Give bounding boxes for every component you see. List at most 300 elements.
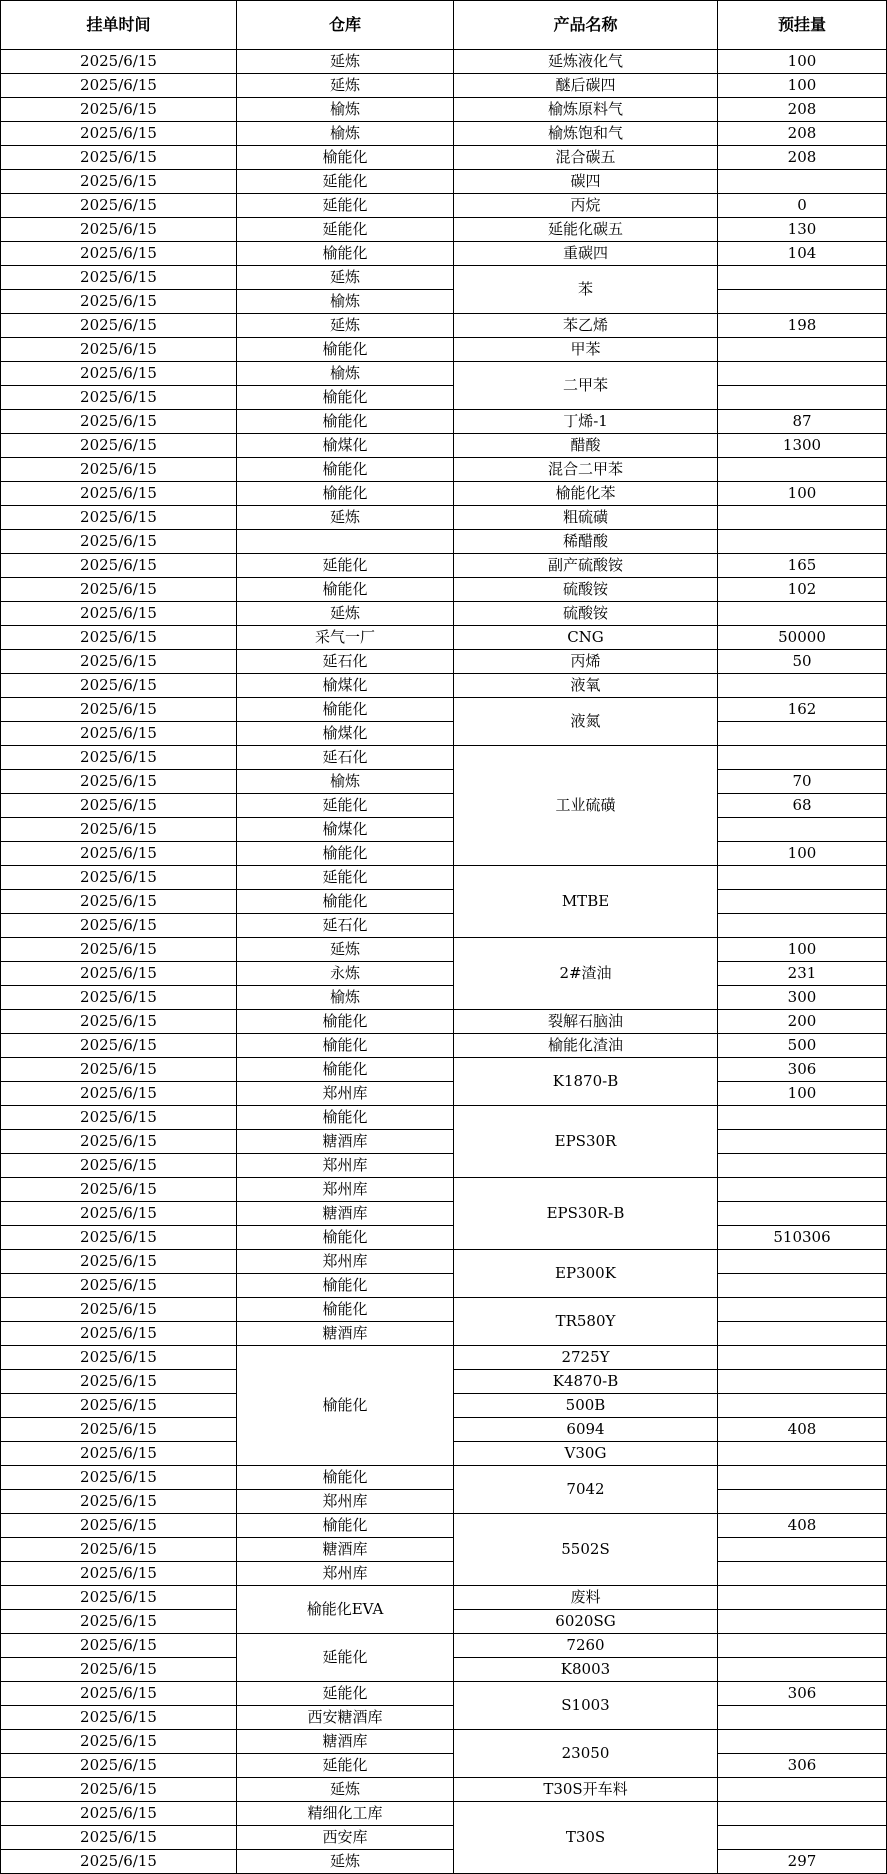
warehouse-cell[interactable]: 延炼 bbox=[237, 74, 454, 98]
time-cell[interactable]: 2025/6/15 bbox=[1, 74, 237, 98]
time-cell[interactable]: 2025/6/15 bbox=[1, 1202, 237, 1226]
quantity-cell[interactable] bbox=[718, 1202, 887, 1226]
time-cell[interactable]: 2025/6/15 bbox=[1, 698, 237, 722]
header-cell-quantity[interactable]: 预挂量 bbox=[718, 1, 887, 50]
time-cell[interactable]: 2025/6/15 bbox=[1, 194, 237, 218]
warehouse-cell[interactable]: 榆能化 bbox=[237, 410, 454, 434]
warehouse-cell[interactable]: 榆能化 bbox=[237, 698, 454, 722]
time-cell[interactable]: 2025/6/15 bbox=[1, 1658, 237, 1682]
time-cell[interactable]: 2025/6/15 bbox=[1, 1394, 237, 1418]
quantity-cell[interactable] bbox=[718, 386, 887, 410]
warehouse-cell[interactable]: 榆能化 bbox=[237, 482, 454, 506]
time-cell[interactable]: 2025/6/15 bbox=[1, 1034, 237, 1058]
time-cell[interactable]: 2025/6/15 bbox=[1, 1154, 237, 1178]
time-cell[interactable]: 2025/6/15 bbox=[1, 626, 237, 650]
quantity-cell[interactable] bbox=[718, 818, 887, 842]
quantity-cell[interactable]: 100 bbox=[718, 938, 887, 962]
quantity-cell[interactable]: 208 bbox=[718, 146, 887, 170]
warehouse-cell[interactable]: 采气一厂 bbox=[237, 626, 454, 650]
product-cell[interactable]: 裂解石脑油 bbox=[454, 1010, 718, 1034]
time-cell[interactable]: 2025/6/15 bbox=[1, 1322, 237, 1346]
quantity-cell[interactable] bbox=[718, 1178, 887, 1202]
product-cell[interactable]: 榆能化苯 bbox=[454, 482, 718, 506]
quantity-cell[interactable] bbox=[718, 1634, 887, 1658]
product-cell[interactable]: 硫酸铵 bbox=[454, 578, 718, 602]
warehouse-cell[interactable]: 榆能化 bbox=[237, 458, 454, 482]
table-row bbox=[1, 1130, 887, 1154]
product-cell[interactable]: 丁烯-1 bbox=[454, 410, 718, 434]
table-row bbox=[1, 338, 887, 362]
time-cell[interactable]: 2025/6/15 bbox=[1, 1562, 237, 1586]
time-cell[interactable]: 2025/6/15 bbox=[1, 1130, 237, 1154]
table-row bbox=[1, 698, 887, 722]
table-row bbox=[1, 1274, 887, 1298]
time-cell[interactable]: 2025/6/15 bbox=[1, 122, 237, 146]
table-row bbox=[1, 1250, 887, 1274]
product-cell[interactable]: 6020SG bbox=[454, 1610, 718, 1634]
quantity-cell[interactable]: 162 bbox=[718, 698, 887, 722]
time-cell[interactable]: 2025/6/15 bbox=[1, 986, 237, 1010]
product-cell[interactable]: 苯乙烯 bbox=[454, 314, 718, 338]
warehouse-cell[interactable]: 榆煤化 bbox=[237, 674, 454, 698]
time-cell[interactable]: 2025/6/15 bbox=[1, 1298, 237, 1322]
time-cell[interactable]: 2025/6/15 bbox=[1, 1634, 237, 1658]
time-cell[interactable]: 2025/6/15 bbox=[1, 722, 237, 746]
quantity-cell[interactable]: 208 bbox=[718, 122, 887, 146]
time-cell[interactable]: 2025/6/15 bbox=[1, 1586, 237, 1610]
quantity-cell[interactable] bbox=[718, 458, 887, 482]
time-cell[interactable]: 2025/6/15 bbox=[1, 1274, 237, 1298]
quantity-cell[interactable] bbox=[718, 1730, 887, 1754]
warehouse-cell[interactable]: 延能化 bbox=[237, 194, 454, 218]
quantity-cell[interactable] bbox=[718, 1322, 887, 1346]
quantity-cell[interactable]: 100 bbox=[718, 50, 887, 74]
table-row bbox=[1, 890, 887, 914]
table-row bbox=[1, 554, 887, 578]
product-cell[interactable]: 2725Y bbox=[454, 1346, 718, 1370]
warehouse-cell[interactable]: 榆能化 bbox=[237, 1034, 454, 1058]
time-cell[interactable]: 2025/6/15 bbox=[1, 1346, 237, 1370]
warehouse-cell[interactable]: 榆能化 bbox=[237, 1226, 454, 1250]
product-cell[interactable]: 二甲苯 bbox=[454, 362, 718, 410]
time-cell[interactable]: 2025/6/15 bbox=[1, 1682, 237, 1706]
warehouse-cell[interactable]: 糖酒库 bbox=[237, 1130, 454, 1154]
warehouse-cell[interactable]: 郑州库 bbox=[237, 1178, 454, 1202]
warehouse-cell[interactable]: 延能化 bbox=[237, 170, 454, 194]
product-cell[interactable]: 粗硫磺 bbox=[454, 506, 718, 530]
quantity-cell[interactable] bbox=[718, 722, 887, 746]
warehouse-cell[interactable]: 榆能化 bbox=[237, 1058, 454, 1082]
quantity-cell[interactable] bbox=[718, 1274, 887, 1298]
quantity-cell[interactable]: 165 bbox=[718, 554, 887, 578]
quantity-cell[interactable]: 87 bbox=[718, 410, 887, 434]
time-cell[interactable]: 2025/6/15 bbox=[1, 1754, 237, 1778]
warehouse-cell[interactable]: 延能化 bbox=[237, 1682, 454, 1706]
time-cell[interactable]: 2025/6/15 bbox=[1, 1010, 237, 1034]
warehouse-cell[interactable]: 榆能化 bbox=[237, 578, 454, 602]
time-cell[interactable]: 2025/6/15 bbox=[1, 1466, 237, 1490]
time-cell[interactable]: 2025/6/15 bbox=[1, 146, 237, 170]
quantity-cell[interactable] bbox=[718, 1442, 887, 1466]
quantity-cell[interactable]: 297 bbox=[718, 1850, 887, 1874]
time-cell[interactable]: 2025/6/15 bbox=[1, 866, 237, 890]
product-cell[interactable]: 500B bbox=[454, 1394, 718, 1418]
quantity-cell[interactable]: 510306 bbox=[718, 1226, 887, 1250]
warehouse-cell[interactable]: 榆能化 bbox=[237, 1298, 454, 1322]
table-row bbox=[1, 626, 887, 650]
quantity-cell[interactable]: 100 bbox=[718, 74, 887, 98]
warehouse-cell[interactable]: 郑州库 bbox=[237, 1562, 454, 1586]
table-row bbox=[1, 50, 887, 74]
warehouse-cell[interactable] bbox=[237, 530, 454, 554]
time-cell[interactable]: 2025/6/15 bbox=[1, 218, 237, 242]
product-cell[interactable]: 混合碳五 bbox=[454, 146, 718, 170]
quantity-cell[interactable] bbox=[718, 290, 887, 314]
table-row bbox=[1, 1634, 887, 1658]
time-cell[interactable]: 2025/6/15 bbox=[1, 554, 237, 578]
warehouse-cell[interactable]: 西安糖酒库 bbox=[237, 1706, 454, 1730]
product-cell[interactable]: 醚后碳四 bbox=[454, 74, 718, 98]
quantity-cell[interactable] bbox=[718, 1346, 887, 1370]
warehouse-cell[interactable]: 延能化 bbox=[237, 794, 454, 818]
warehouse-cell[interactable]: 榆能化 bbox=[237, 890, 454, 914]
time-cell[interactable]: 2025/6/15 bbox=[1, 1370, 237, 1394]
warehouse-cell[interactable]: 延能化 bbox=[237, 554, 454, 578]
quantity-cell[interactable]: 198 bbox=[718, 314, 887, 338]
quantity-cell[interactable]: 408 bbox=[718, 1418, 887, 1442]
quantity-cell[interactable]: 1300 bbox=[718, 434, 887, 458]
warehouse-cell[interactable]: 榆能化 bbox=[237, 1346, 454, 1466]
warehouse-cell[interactable]: 延能化 bbox=[237, 866, 454, 890]
quantity-cell[interactable] bbox=[718, 1538, 887, 1562]
quantity-cell[interactable]: 70 bbox=[718, 770, 887, 794]
product-cell[interactable]: 榆炼原料气 bbox=[454, 98, 718, 122]
product-cell[interactable]: 6094 bbox=[454, 1418, 718, 1442]
warehouse-cell[interactable]: 榆能化 bbox=[237, 146, 454, 170]
quantity-cell[interactable] bbox=[718, 170, 887, 194]
time-cell[interactable]: 2025/6/15 bbox=[1, 1082, 237, 1106]
warehouse-cell[interactable]: 延炼 bbox=[237, 938, 454, 962]
warehouse-cell[interactable]: 榆能化 bbox=[237, 1514, 454, 1538]
product-cell[interactable]: V30G bbox=[454, 1442, 718, 1466]
warehouse-cell[interactable]: 榆炼 bbox=[237, 770, 454, 794]
quantity-cell[interactable] bbox=[718, 1778, 887, 1802]
quantity-cell[interactable] bbox=[718, 266, 887, 290]
warehouse-cell[interactable]: 延炼 bbox=[237, 314, 454, 338]
quantity-cell[interactable] bbox=[718, 1250, 887, 1274]
table-row bbox=[1, 266, 887, 290]
product-cell[interactable]: 废料 bbox=[454, 1586, 718, 1610]
time-cell[interactable]: 2025/6/15 bbox=[1, 602, 237, 626]
table-row bbox=[1, 1322, 887, 1346]
time-cell[interactable]: 2025/6/15 bbox=[1, 962, 237, 986]
warehouse-cell[interactable]: 糖酒库 bbox=[237, 1322, 454, 1346]
product-cell[interactable]: 副产硫酸铵 bbox=[454, 554, 718, 578]
header-cell-warehouse[interactable]: 仓库 bbox=[237, 1, 454, 50]
warehouse-cell[interactable]: 榆能化 bbox=[237, 1274, 454, 1298]
time-cell[interactable]: 2025/6/15 bbox=[1, 890, 237, 914]
warehouse-cell[interactable]: 榆煤化 bbox=[237, 818, 454, 842]
quantity-cell[interactable] bbox=[718, 1490, 887, 1514]
warehouse-cell[interactable]: 延炼 bbox=[237, 506, 454, 530]
warehouse-cell[interactable]: 榆能化 bbox=[237, 1466, 454, 1490]
time-cell[interactable]: 2025/6/15 bbox=[1, 170, 237, 194]
warehouse-cell[interactable]: 糖酒库 bbox=[237, 1730, 454, 1754]
quantity-cell[interactable]: 200 bbox=[718, 1010, 887, 1034]
quantity-cell[interactable] bbox=[718, 1394, 887, 1418]
time-cell[interactable]: 2025/6/15 bbox=[1, 290, 237, 314]
time-cell[interactable]: 2025/6/15 bbox=[1, 746, 237, 770]
product-cell[interactable]: MTBE bbox=[454, 866, 718, 938]
warehouse-cell[interactable]: 榆能化 bbox=[237, 842, 454, 866]
table-row bbox=[1, 650, 887, 674]
quantity-cell[interactable] bbox=[718, 914, 887, 938]
quantity-cell[interactable] bbox=[718, 1106, 887, 1130]
time-cell[interactable]: 2025/6/15 bbox=[1, 1418, 237, 1442]
quantity-cell[interactable] bbox=[718, 362, 887, 386]
warehouse-cell[interactable]: 榆煤化 bbox=[237, 434, 454, 458]
time-cell[interactable]: 2025/6/15 bbox=[1, 338, 237, 362]
warehouse-cell[interactable]: 延石化 bbox=[237, 746, 454, 770]
time-cell[interactable]: 2025/6/15 bbox=[1, 242, 237, 266]
warehouse-cell[interactable]: 郑州库 bbox=[237, 1082, 454, 1106]
product-cell[interactable]: T30S开车料 bbox=[454, 1778, 718, 1802]
warehouse-cell[interactable]: 延石化 bbox=[237, 650, 454, 674]
quantity-cell[interactable]: 306 bbox=[718, 1754, 887, 1778]
time-cell[interactable]: 2025/6/15 bbox=[1, 530, 237, 554]
time-cell[interactable]: 2025/6/15 bbox=[1, 362, 237, 386]
warehouse-cell[interactable]: 精细化工库 bbox=[237, 1802, 454, 1826]
table-row bbox=[1, 1226, 887, 1250]
table-row bbox=[1, 1682, 887, 1706]
warehouse-cell[interactable]: 延炼 bbox=[237, 266, 454, 290]
warehouse-cell[interactable]: 延石化 bbox=[237, 914, 454, 938]
product-cell[interactable]: TR580Y bbox=[454, 1298, 718, 1346]
quantity-cell[interactable] bbox=[718, 866, 887, 890]
warehouse-cell[interactable]: 榆能化 bbox=[237, 242, 454, 266]
table-row bbox=[1, 1106, 887, 1130]
time-cell[interactable]: 2025/6/15 bbox=[1, 1226, 237, 1250]
product-cell[interactable]: 工业硫磺 bbox=[454, 746, 718, 866]
warehouse-cell[interactable]: 糖酒库 bbox=[237, 1202, 454, 1226]
product-cell[interactable]: 碳四 bbox=[454, 170, 718, 194]
time-cell[interactable]: 2025/6/15 bbox=[1, 578, 237, 602]
warehouse-cell[interactable]: 榆炼 bbox=[237, 98, 454, 122]
quantity-cell[interactable] bbox=[718, 746, 887, 770]
product-cell[interactable]: 液氮 bbox=[454, 698, 718, 746]
product-cell[interactable]: 丙烯 bbox=[454, 650, 718, 674]
warehouse-cell[interactable]: 榆煤化 bbox=[237, 722, 454, 746]
time-cell[interactable]: 2025/6/15 bbox=[1, 50, 237, 74]
quantity-cell[interactable] bbox=[718, 1586, 887, 1610]
time-cell[interactable]: 2025/6/15 bbox=[1, 770, 237, 794]
warehouse-cell[interactable]: 延能化 bbox=[237, 218, 454, 242]
product-cell[interactable]: 稀醋酸 bbox=[454, 530, 718, 554]
warehouse-cell[interactable]: 郑州库 bbox=[237, 1490, 454, 1514]
time-cell[interactable]: 2025/6/15 bbox=[1, 1706, 237, 1730]
quantity-cell[interactable] bbox=[718, 1826, 887, 1850]
warehouse-cell[interactable]: 榆炼 bbox=[237, 122, 454, 146]
product-cell[interactable]: T30S bbox=[454, 1802, 718, 1874]
quantity-cell[interactable] bbox=[718, 1802, 887, 1826]
product-cell[interactable]: K4870-B bbox=[454, 1370, 718, 1394]
time-cell[interactable]: 2025/6/15 bbox=[1, 1442, 237, 1466]
quantity-cell[interactable] bbox=[718, 1658, 887, 1682]
time-cell[interactable]: 2025/6/15 bbox=[1, 1850, 237, 1874]
product-cell[interactable]: K1870-B bbox=[454, 1058, 718, 1106]
time-cell[interactable]: 2025/6/15 bbox=[1, 314, 237, 338]
time-cell[interactable]: 2025/6/15 bbox=[1, 1610, 237, 1634]
warehouse-cell[interactable]: 延炼 bbox=[237, 1850, 454, 1874]
warehouse-cell[interactable]: 延炼 bbox=[237, 602, 454, 626]
quantity-cell[interactable]: 100 bbox=[718, 842, 887, 866]
product-cell[interactable]: 苯 bbox=[454, 266, 718, 314]
warehouse-cell[interactable]: 榆炼 bbox=[237, 986, 454, 1010]
time-cell[interactable]: 2025/6/15 bbox=[1, 410, 237, 434]
warehouse-cell[interactable]: 榆炼 bbox=[237, 362, 454, 386]
quantity-cell[interactable] bbox=[718, 1610, 887, 1634]
quantity-cell[interactable] bbox=[718, 1370, 887, 1394]
time-cell[interactable]: 2025/6/15 bbox=[1, 1802, 237, 1826]
warehouse-cell[interactable]: 西安库 bbox=[237, 1826, 454, 1850]
time-cell[interactable]: 2025/6/15 bbox=[1, 266, 237, 290]
quantity-cell[interactable] bbox=[718, 1154, 887, 1178]
quantity-cell[interactable] bbox=[718, 602, 887, 626]
product-cell[interactable]: 7042 bbox=[454, 1466, 718, 1514]
quantity-cell[interactable] bbox=[718, 1298, 887, 1322]
product-cell[interactable]: EP300K bbox=[454, 1250, 718, 1298]
quantity-cell[interactable]: 100 bbox=[718, 1082, 887, 1106]
product-cell[interactable]: S1003 bbox=[454, 1682, 718, 1730]
warehouse-cell[interactable]: 延能化 bbox=[237, 1754, 454, 1778]
quantity-cell[interactable] bbox=[718, 1706, 887, 1730]
product-cell[interactable]: 丙烷 bbox=[454, 194, 718, 218]
time-cell[interactable]: 2025/6/15 bbox=[1, 1106, 237, 1130]
product-cell[interactable]: 醋酸 bbox=[454, 434, 718, 458]
quantity-cell[interactable]: 231 bbox=[718, 962, 887, 986]
quantity-cell[interactable]: 208 bbox=[718, 98, 887, 122]
quantity-cell[interactable]: 0 bbox=[718, 194, 887, 218]
table-row bbox=[1, 602, 887, 626]
time-cell[interactable]: 2025/6/15 bbox=[1, 674, 237, 698]
warehouse-cell[interactable]: 延炼 bbox=[237, 50, 454, 74]
time-cell[interactable]: 2025/6/15 bbox=[1, 1178, 237, 1202]
time-cell[interactable]: 2025/6/15 bbox=[1, 794, 237, 818]
quantity-cell[interactable]: 50 bbox=[718, 650, 887, 674]
product-cell[interactable]: 榆炼饱和气 bbox=[454, 122, 718, 146]
quantity-cell[interactable] bbox=[718, 1562, 887, 1586]
time-cell[interactable]: 2025/6/15 bbox=[1, 1778, 237, 1802]
quantity-cell[interactable]: 408 bbox=[718, 1514, 887, 1538]
time-cell[interactable]: 2025/6/15 bbox=[1, 386, 237, 410]
product-cell[interactable]: EPS30R bbox=[454, 1106, 718, 1178]
quantity-cell[interactable] bbox=[718, 674, 887, 698]
quantity-cell[interactable]: 300 bbox=[718, 986, 887, 1010]
quantity-cell[interactable]: 104 bbox=[718, 242, 887, 266]
time-cell[interactable]: 2025/6/15 bbox=[1, 1826, 237, 1850]
time-cell[interactable]: 2025/6/15 bbox=[1, 1490, 237, 1514]
time-cell[interactable]: 2025/6/15 bbox=[1, 1730, 237, 1754]
product-cell[interactable]: 甲苯 bbox=[454, 338, 718, 362]
quantity-cell[interactable]: 306 bbox=[718, 1058, 887, 1082]
product-cell[interactable]: 23050 bbox=[454, 1730, 718, 1778]
warehouse-cell[interactable]: 榆能化 bbox=[237, 386, 454, 410]
time-cell[interactable]: 2025/6/15 bbox=[1, 914, 237, 938]
quantity-cell[interactable]: 130 bbox=[718, 218, 887, 242]
quantity-cell[interactable]: 100 bbox=[718, 482, 887, 506]
time-cell[interactable]: 2025/6/15 bbox=[1, 1514, 237, 1538]
time-cell[interactable]: 2025/6/15 bbox=[1, 1058, 237, 1082]
warehouse-cell[interactable]: 榆能化 bbox=[237, 1106, 454, 1130]
warehouse-cell[interactable]: 榆能化EVA bbox=[237, 1586, 454, 1634]
quantity-cell[interactable]: 500 bbox=[718, 1034, 887, 1058]
time-cell[interactable]: 2025/6/15 bbox=[1, 1538, 237, 1562]
product-cell[interactable]: 2#渣油 bbox=[454, 938, 718, 1010]
time-cell[interactable]: 2025/6/15 bbox=[1, 818, 237, 842]
time-cell[interactable]: 2025/6/15 bbox=[1, 98, 237, 122]
quantity-cell[interactable] bbox=[718, 506, 887, 530]
time-cell[interactable]: 2025/6/15 bbox=[1, 458, 237, 482]
product-cell[interactable]: 液氧 bbox=[454, 674, 718, 698]
quantity-cell[interactable]: 50000 bbox=[718, 626, 887, 650]
quantity-cell[interactable] bbox=[718, 530, 887, 554]
warehouse-cell[interactable]: 郑州库 bbox=[237, 1250, 454, 1274]
table-row bbox=[1, 1298, 887, 1322]
product-cell[interactable]: CNG bbox=[454, 626, 718, 650]
warehouse-cell[interactable]: 延炼 bbox=[237, 1778, 454, 1802]
time-cell[interactable]: 2025/6/15 bbox=[1, 842, 237, 866]
time-cell[interactable]: 2025/6/15 bbox=[1, 434, 237, 458]
header-cell-time[interactable]: 挂单时间 bbox=[1, 1, 237, 50]
time-cell[interactable]: 2025/6/15 bbox=[1, 650, 237, 674]
table-row bbox=[1, 1802, 887, 1826]
product-cell[interactable]: 硫酸铵 bbox=[454, 602, 718, 626]
product-cell[interactable]: K8003 bbox=[454, 1658, 718, 1682]
product-cell[interactable]: 延炼液化气 bbox=[454, 50, 718, 74]
quantity-cell[interactable]: 102 bbox=[718, 578, 887, 602]
product-cell[interactable]: 5502S bbox=[454, 1514, 718, 1586]
product-cell[interactable]: 7260 bbox=[454, 1634, 718, 1658]
quantity-cell[interactable]: 306 bbox=[718, 1682, 887, 1706]
warehouse-cell[interactable]: 糖酒库 bbox=[237, 1538, 454, 1562]
warehouse-cell[interactable]: 永炼 bbox=[237, 962, 454, 986]
product-cell[interactable]: EPS30R-B bbox=[454, 1178, 718, 1250]
quantity-cell[interactable] bbox=[718, 1466, 887, 1490]
time-cell[interactable]: 2025/6/15 bbox=[1, 1250, 237, 1274]
quantity-cell[interactable]: 68 bbox=[718, 794, 887, 818]
table-row bbox=[1, 1082, 887, 1106]
product-cell[interactable]: 混合二甲苯 bbox=[454, 458, 718, 482]
table-row bbox=[1, 98, 887, 122]
warehouse-cell[interactable]: 榆能化 bbox=[237, 338, 454, 362]
warehouse-cell[interactable]: 郑州库 bbox=[237, 1154, 454, 1178]
table-row bbox=[1, 362, 887, 386]
warehouse-cell[interactable]: 榆炼 bbox=[237, 290, 454, 314]
product-cell[interactable]: 重碳四 bbox=[454, 242, 718, 266]
quantity-cell[interactable] bbox=[718, 338, 887, 362]
header-cell-product[interactable]: 产品名称 bbox=[454, 1, 718, 50]
quantity-cell[interactable] bbox=[718, 1130, 887, 1154]
product-cell[interactable]: 榆能化渣油 bbox=[454, 1034, 718, 1058]
quantity-cell[interactable] bbox=[718, 890, 887, 914]
time-cell[interactable]: 2025/6/15 bbox=[1, 482, 237, 506]
product-cell[interactable]: 延能化碳五 bbox=[454, 218, 718, 242]
time-cell[interactable]: 2025/6/15 bbox=[1, 506, 237, 530]
warehouse-cell[interactable]: 榆能化 bbox=[237, 1010, 454, 1034]
time-cell[interactable]: 2025/6/15 bbox=[1, 938, 237, 962]
table-row bbox=[1, 914, 887, 938]
warehouse-cell[interactable]: 延能化 bbox=[237, 1634, 454, 1682]
